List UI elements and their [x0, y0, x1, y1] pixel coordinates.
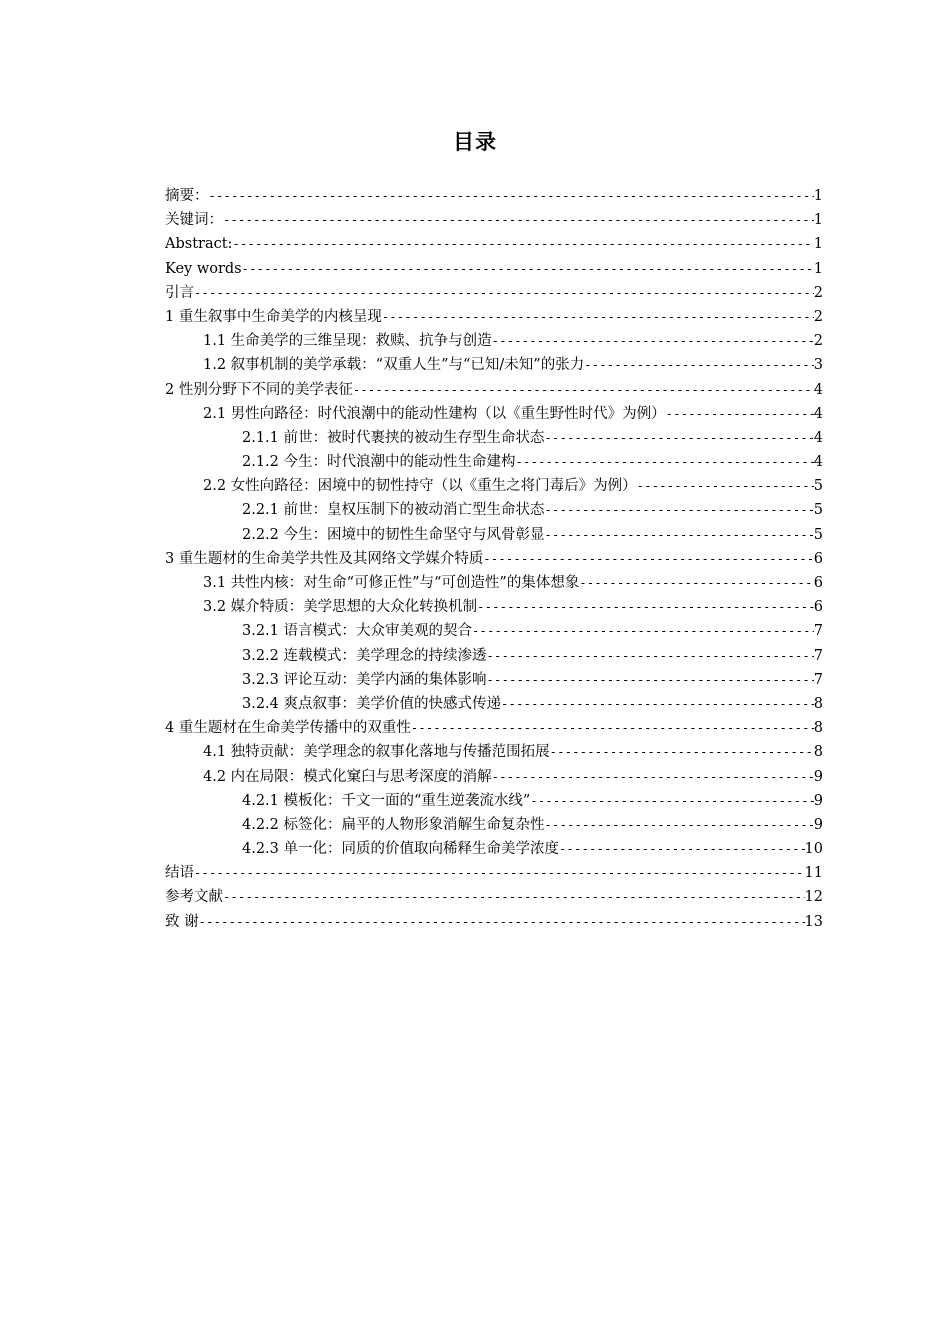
toc-entry[interactable] [165, 305, 823, 329]
toc-entry-label: 3.2.3 评论互动：美学内涵的集体影响 [242, 671, 487, 688]
toc-entry[interactable] [165, 837, 823, 861]
toc-dot-leader [223, 885, 805, 909]
toc-dot-leader [382, 305, 814, 329]
toc-entry-page-number: 7 [813, 647, 823, 664]
toc-entry-label: Key words [165, 260, 242, 277]
toc-entry-page-number: 11 [804, 865, 823, 882]
toc-entry-label: 4.2.2 标签化：扁平的人物形象消解生命复杂性 [242, 816, 545, 833]
toc-dot-leader [545, 523, 814, 547]
toc-dot-leader [545, 813, 814, 837]
toc-entry-page-number: 5 [813, 502, 823, 519]
toc-dot-leader [487, 644, 814, 668]
toc-entry[interactable] [165, 619, 823, 643]
toc-entry[interactable] [165, 885, 823, 909]
toc-entry[interactable] [165, 208, 823, 232]
toc-entry[interactable] [165, 571, 823, 595]
toc-dot-leader [411, 716, 814, 740]
toc-entry-page-number: 2 [813, 333, 823, 350]
toc-entry[interactable] [165, 644, 823, 668]
toc-entry-label: 参考文献 [165, 889, 223, 906]
toc-entry-page-number: 5 [813, 478, 823, 495]
toc-dot-leader [501, 692, 814, 716]
toc-entry-page-number: 4 [813, 405, 823, 422]
toc-entry-page-number: 8 [813, 744, 823, 761]
toc-entry-page-number: 4 [813, 429, 823, 446]
toc-entry-page-number: 2 [813, 308, 823, 325]
toc-entry[interactable] [165, 765, 823, 789]
toc-entry-label: 2 性别分野下不同的美学表征 [165, 381, 353, 398]
toc-entry[interactable] [165, 547, 823, 571]
toc-entry-label: 4.2.3 单一化：同质的价值取向稀释生命美学浓度 [242, 841, 560, 858]
toc-dot-leader [579, 571, 813, 595]
toc-entry-label: 引言 [165, 284, 194, 301]
toc-entry-page-number: 8 [813, 695, 823, 712]
toc-dot-leader [477, 595, 814, 619]
toc-entry-label: 3.2.1 语言模式：大众审美观的契合 [242, 623, 473, 640]
toc-entry[interactable] [165, 910, 823, 934]
toc-entry[interactable] [165, 450, 823, 474]
toc-entry[interactable] [165, 281, 823, 305]
toc-dot-leader [353, 378, 814, 402]
toc-entry-label: 关键词： [165, 212, 223, 229]
toc-entry[interactable] [165, 426, 823, 450]
toc-entry-label: 4.2.1 模板化：千文一面的“重生逆袭流水线” [242, 792, 531, 809]
toc-entry[interactable] [165, 740, 823, 764]
toc-entry[interactable] [165, 595, 823, 619]
toc-dot-leader [472, 619, 814, 643]
toc-entry-label: 3.2.2 连载模式：美学理念的持续渗透 [242, 647, 487, 664]
toc-entry[interactable] [165, 184, 823, 208]
toc-entry-label: 3 重生题材的生命美学共性及其网络文学媒介特质 [165, 550, 484, 567]
toc-entry-page-number: 9 [813, 816, 823, 833]
toc-dot-leader [492, 765, 814, 789]
toc-entry-page-number: 7 [813, 623, 823, 640]
toc-entry-label: 1.1 生命美学的三维呈现：救赎、抗争与创造 [203, 333, 492, 350]
toc-entry[interactable] [165, 257, 823, 281]
toc-entry[interactable] [165, 789, 823, 813]
toc-entry-page-number: 1 [813, 212, 823, 229]
toc-entry[interactable] [165, 474, 823, 498]
toc-entry-page-number: 12 [804, 889, 823, 906]
toc-entry-page-number: 13 [804, 913, 823, 930]
toc-entry-label: 2.2.1 前世：皇权压制下的被动消亡型生命状态 [242, 502, 545, 519]
toc-entry-page-number: 4 [813, 454, 823, 471]
toc-dot-leader [209, 184, 814, 208]
toc-entry[interactable] [165, 668, 823, 692]
toc-entry-page-number: 6 [813, 599, 823, 616]
toc-entry-page-number: 10 [804, 841, 823, 858]
toc-dot-leader [637, 474, 814, 498]
toc-entry-label: 1 重生叙事中生命美学的内核呈现 [165, 308, 382, 325]
toc-dot-leader [550, 740, 814, 764]
toc-entry-page-number: 6 [813, 575, 823, 591]
toc-entry[interactable] [165, 402, 823, 426]
toc-dot-leader [194, 861, 805, 885]
toc-dot-leader [483, 547, 813, 571]
toc-entry-label: 4 重生题材在生命美学传播中的双重性 [165, 720, 411, 737]
toc-dot-leader [516, 450, 814, 474]
table-of-contents [165, 184, 823, 934]
toc-entry-page-number: 2 [813, 284, 823, 301]
toc-entry-page-number: 9 [813, 792, 823, 809]
toc-dot-leader [545, 426, 814, 450]
toc-dot-leader [492, 329, 814, 353]
toc-entry-page-number: 1 [813, 236, 823, 253]
toc-entry-page-number: 5 [813, 526, 823, 543]
toc-dot-leader [199, 910, 805, 934]
toc-dot-leader [232, 232, 813, 256]
toc-entry-label: Abstract: [165, 236, 233, 253]
toc-dot-leader [487, 668, 814, 692]
toc-entry[interactable] [165, 329, 823, 353]
toc-dot-leader [242, 257, 814, 281]
toc-entry-page-number: 4 [813, 381, 823, 398]
toc-entry[interactable] [165, 692, 823, 716]
toc-entry[interactable] [165, 353, 823, 377]
toc-entry-label: 3.2.4 爽点叙事：美学价值的快感式传递 [242, 695, 502, 712]
toc-entry[interactable] [165, 716, 823, 740]
toc-entry-page-number: 8 [813, 720, 823, 737]
toc-entry-label: 2.2 女性向路径：困境中的韧性持守（以《重生之将门毒后》为例） [203, 478, 637, 495]
page-title: 目录 [453, 130, 497, 154]
toc-entry-page-number: 3 [813, 357, 823, 374]
toc-entry-label: 1.2 叙事机制的美学承载：“双重人生”与“已知/未知”的张力 [203, 357, 585, 374]
toc-entry[interactable] [165, 498, 823, 522]
toc-entry-label: 4.1 独特贡献：美学理念的叙事化落地与传播范围拓展 [203, 744, 550, 761]
toc-entry-page-number: 1 [813, 188, 823, 204]
toc-dot-leader [545, 498, 814, 522]
toc-entry-label: 结语 [165, 865, 194, 882]
toc-entry-page-number: 1 [813, 260, 823, 277]
toc-dot-leader [584, 353, 814, 377]
toc-entry-label: 4.2 内在局限：模式化窠臼与思考深度的消解 [203, 768, 492, 785]
toc-dot-leader [530, 789, 813, 813]
toc-entry[interactable] [165, 378, 823, 402]
toc-entry[interactable] [165, 861, 823, 885]
toc-entry-label: 2.1.1 前世：被时代裹挟的被动生存型生命状态 [242, 429, 545, 446]
toc-dot-leader [194, 281, 814, 305]
toc-dot-leader [666, 402, 814, 426]
toc-entry-label: 2.2.2 今生：困境中的韧性生命坚守与风骨彰显 [242, 526, 545, 543]
toc-entry[interactable] [165, 523, 823, 547]
toc-entry-label: 2.1.2 今生：时代浪潮中的能动性生命建构 [242, 454, 516, 471]
toc-entry-label: 2.1 男性向路径：时代浪潮中的能动性建构（以《重生野性时代》为例） [203, 405, 666, 422]
toc-entry-label: 致 谢 [165, 913, 199, 930]
toc-entry-page-number: 9 [813, 768, 823, 785]
toc-entry-label: 3.1 共性内核：对生命“可修正性”与“可创造性”的集体想象 [203, 575, 580, 591]
toc-dot-leader [559, 837, 805, 861]
toc-entry-label: 3.2 媒介特质：美学思想的大众化转换机制 [203, 599, 478, 616]
toc-entry-page-number: 7 [813, 671, 823, 688]
toc-entry[interactable] [165, 232, 823, 256]
toc-entry-page-number: 6 [813, 550, 823, 567]
toc-dot-leader [223, 208, 814, 232]
toc-entry-label: 摘要： [165, 188, 209, 204]
toc-entry[interactable] [165, 813, 823, 837]
